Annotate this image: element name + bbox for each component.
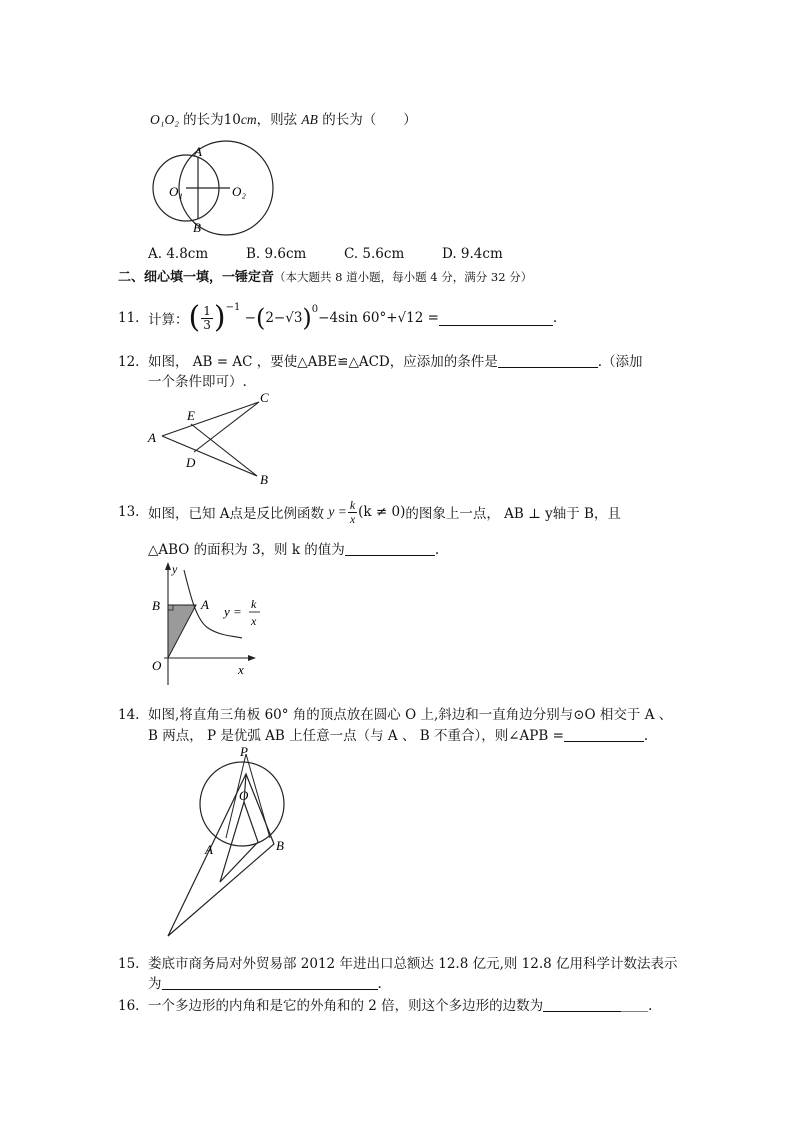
set-square-inner [220,802,258,882]
q14-line1: 14. 如图,将直角三角板 60° 角的顶点放在圆心 O 上,斜边和一直角边分别与⊙O 相交于 A 、 [118,707,673,723]
q10-figure [148,140,283,240]
label-a: A [194,144,202,159]
q13-line2: △ABO 的面积为 3，则 k 的值为 . [148,542,440,558]
label-b: B [193,220,201,235]
q10-options [148,246,503,262]
option-c: C. 5.6cm [344,246,405,262]
label-p: P [240,744,248,759]
label-o: O [152,658,162,673]
label-x: x [238,662,244,677]
answer-blank-q12[interactable] [498,353,598,368]
label-o1: O₁ [169,184,183,199]
label-o2: O₂ [232,184,246,199]
label-a: A [201,597,209,612]
answer-blank-q15[interactable] [162,975,378,990]
q12-line2: 一个条件即可）. [148,374,247,390]
label-o: O [239,788,249,803]
label-e: E [187,408,195,423]
answer-blank-q13[interactable] [345,541,435,556]
option-a: A. 4.8cm [148,246,209,262]
q12-figure [144,386,284,486]
q15-line1: 15. 娄底市商务局对外贸易部 2012 年进出口总额达 12.8 亿元,则 12.8 亿用科学计数法表示 [118,956,678,972]
label-b: B [276,838,284,853]
q14-line2: B 两点， P 是优弧 AB 上任意一点（与 A 、 B 不重合），则∠APB = . [148,728,649,744]
q11-fraction: $\frac{1}{3}$ [203,303,211,332]
label-y: y [172,562,178,576]
q13-line1: 13. 如图，已知 A点是反比例函数 y = $\frac{k}{x}$ (k ≠ 0) 的图象上一点， AB ⊥ y轴于 B，且 [118,497,621,526]
q16: 16. 一个多边形的内角和是它的外角和的 2 倍，则这个多边形的边数为 ＿＿. [118,998,653,1014]
svg-text:k: k [251,597,257,611]
q14-figure [150,744,310,944]
q12-line1: 12. 如图， AB = AC ，要使△ABE≌△ACD，应添加的条件是 .（添加 [118,354,643,370]
q13-figure [146,560,266,690]
label-c: C [260,390,269,405]
q11: 11. 计算： ( $\frac{1}{3}$ ) $^{-1}$ − ( 2−√3 ) $^0$ −4sin 60°+√12 = . [118,300,558,335]
svg-text:x: x [251,614,257,628]
label-a: A [148,430,156,445]
label-b: B [260,472,268,486]
option-d: D. 9.4cm [442,246,503,262]
circle-o [200,762,284,846]
label-d: D [186,455,196,470]
label-b: B [152,598,160,613]
label-a: A [205,842,213,857]
answer-blank-q16[interactable] [543,997,621,1012]
curve-label: y = [224,604,242,619]
answer-blank-q14[interactable] [564,727,644,742]
q13-function-fraction: $\frac{k}{x}$ [349,497,356,526]
q15-line2: 为 . [148,976,382,992]
answer-blank-q11[interactable] [439,311,553,326]
q10-stem: O₁O₂ 的长为10cm，则弦 AB 的长为（ ） [150,112,417,128]
section-2-heading: 二、细心填一填，一锤定音（本大题共 8 道小题，每小题 4 分，满分 32 分） [118,270,533,285]
option-b: B. 9.6cm [246,246,307,262]
set-square-outer [168,774,274,936]
shaded-triangle-abo [168,605,196,658]
